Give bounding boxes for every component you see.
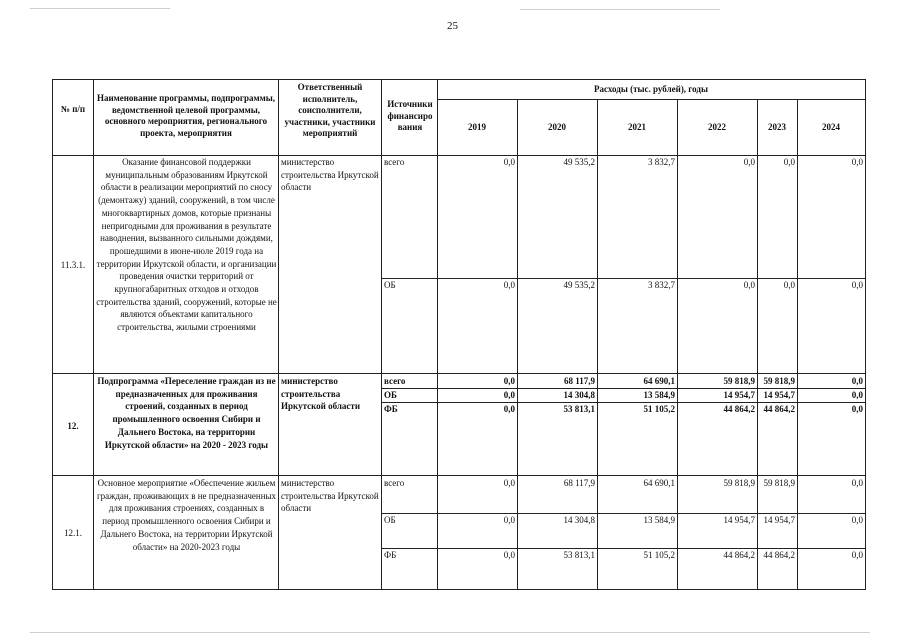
header-sources: Источники финансиро вания [387,99,433,132]
value-cell: 0,0 [851,550,863,560]
source-label: ФБ [384,404,398,414]
value-cell: 13 584,9 [643,390,675,400]
header-responsible: Ответственный исполнитель, соисполнители, участники, участники мероприятий [284,82,376,138]
source-label: ОБ [384,280,396,290]
value-cell: 0,0 [503,478,515,488]
value-cell: 59 818,9 [763,376,795,386]
value-cell: 0,0 [851,390,863,400]
value-cell: 0,0 [851,157,863,167]
row-responsible: министерство строительства Иркутской области [281,376,361,412]
value-cell: 0,0 [851,515,863,525]
scan-artifact [30,8,170,9]
row-number: 11.3.1. [60,260,86,270]
value-cell: 44 864,2 [763,404,795,414]
value-cell: 0,0 [743,280,755,290]
value-cell: 0,0 [503,280,515,290]
source-label: ОБ [384,390,397,400]
value-cell: 44 864,2 [723,404,755,414]
value-cell: 14 304,8 [563,390,595,400]
value-cell: 51 105,2 [643,550,675,560]
value-cell: 0,0 [503,390,515,400]
header-year: 2020 [548,122,566,132]
header-expenses: Расходы (тыс. рублей), годы [594,84,708,94]
value-cell: 68 117,9 [563,478,595,488]
row-number: 12. [67,421,79,431]
source-label: всего [384,157,405,167]
value-cell: 0,0 [743,157,755,167]
scan-artifact [30,632,870,633]
source-label: всего [384,376,406,386]
value-cell: 14 304,8 [563,515,595,525]
page-number: 25 [447,20,458,32]
value-cell: 64 690,1 [643,478,675,488]
value-cell: 59 818,9 [723,376,755,386]
source-label: ОБ [384,515,396,525]
value-cell: 0,0 [503,376,515,386]
value-cell: 14 954,7 [763,390,795,400]
value-cell: 0,0 [503,404,515,414]
row-number: 12.1. [64,528,82,538]
row-name: Основное мероприятие «Обеспечение жильем граждан, проживающих в не предназначенных для проживания строениях, созданных в период промышленного освоения Сибири и Дальнего Востока, на территории Иркутской области» на 2020-2023 годы [96,478,277,552]
value-cell: 0,0 [851,280,863,290]
value-cell: 51 105,2 [643,404,675,414]
row-name: Подпрограмма «Переселение граждан из не предназначенных для проживания строений, созданных в период промышленного освоения Сибири и Дальнего Востока, на территории Иркутской области» на 2020 - 2023 годы [97,376,276,450]
header-num: № п/п [60,104,86,114]
header-year: 2023 [768,122,786,132]
value-cell: 44 864,2 [723,550,755,560]
source-label: ФБ [384,550,397,560]
header-year: 2024 [822,122,840,132]
row-responsible: министерство строительства Иркутской области [281,157,379,193]
value-cell: 0,0 [503,550,515,560]
header-year: 2019 [468,122,486,132]
value-cell: 0,0 [783,157,795,167]
scan-artifact [520,9,720,10]
value-cell: 49 535,2 [563,157,595,167]
value-cell: 14 954,7 [723,390,755,400]
value-cell: 3 832,7 [648,157,675,167]
header-year: 2022 [708,122,726,132]
value-cell: 49 535,2 [563,280,595,290]
value-cell: 0,0 [851,376,863,386]
header-year: 2021 [628,122,646,132]
row-responsible: министерство строительства Иркутской области [281,478,379,514]
value-cell: 0,0 [783,280,795,290]
value-cell: 0,0 [851,478,863,488]
value-cell: 53 813,1 [563,550,595,560]
value-cell: 64 690,1 [643,376,675,386]
value-cell: 13 584,9 [643,515,675,525]
value-cell: 44 864,2 [763,550,795,560]
value-cell: 68 117,9 [563,376,595,386]
header-name: Наименование программы, подпрограммы, ведомственной целевой программы, основного мероприятия, регионального проекта, мероприятия [96,93,276,138]
value-cell: 0,0 [851,404,863,414]
value-cell: 59 818,9 [723,478,755,488]
value-cell: 59 818,9 [763,478,795,488]
row-name: Оказание финансовой поддержки муниципальным образованиям Иркутской области в реализации мероприятий по сносу (демонтажу) зданий, сооружений, в том числе многоквартирных домов, которые признаны непригодными для проживания в результате наводнения, вызванного сильными дождями, прошедшими в июне-июле 2019 года на территории Иркутской области, и организации проведения очистки территорий от крупногабаритных отходов и отходов строительства зданий, сооружений, которые не являются объектами капитального строительства, жилыми строениями [96,157,277,333]
source-label: всего [384,478,405,488]
value-cell: 14 954,7 [763,515,795,525]
value-cell: 3 832,7 [648,280,675,290]
value-cell: 0,0 [503,157,515,167]
value-cell: 14 954,7 [723,515,755,525]
value-cell: 0,0 [503,515,515,525]
value-cell: 53 813,1 [563,404,595,414]
